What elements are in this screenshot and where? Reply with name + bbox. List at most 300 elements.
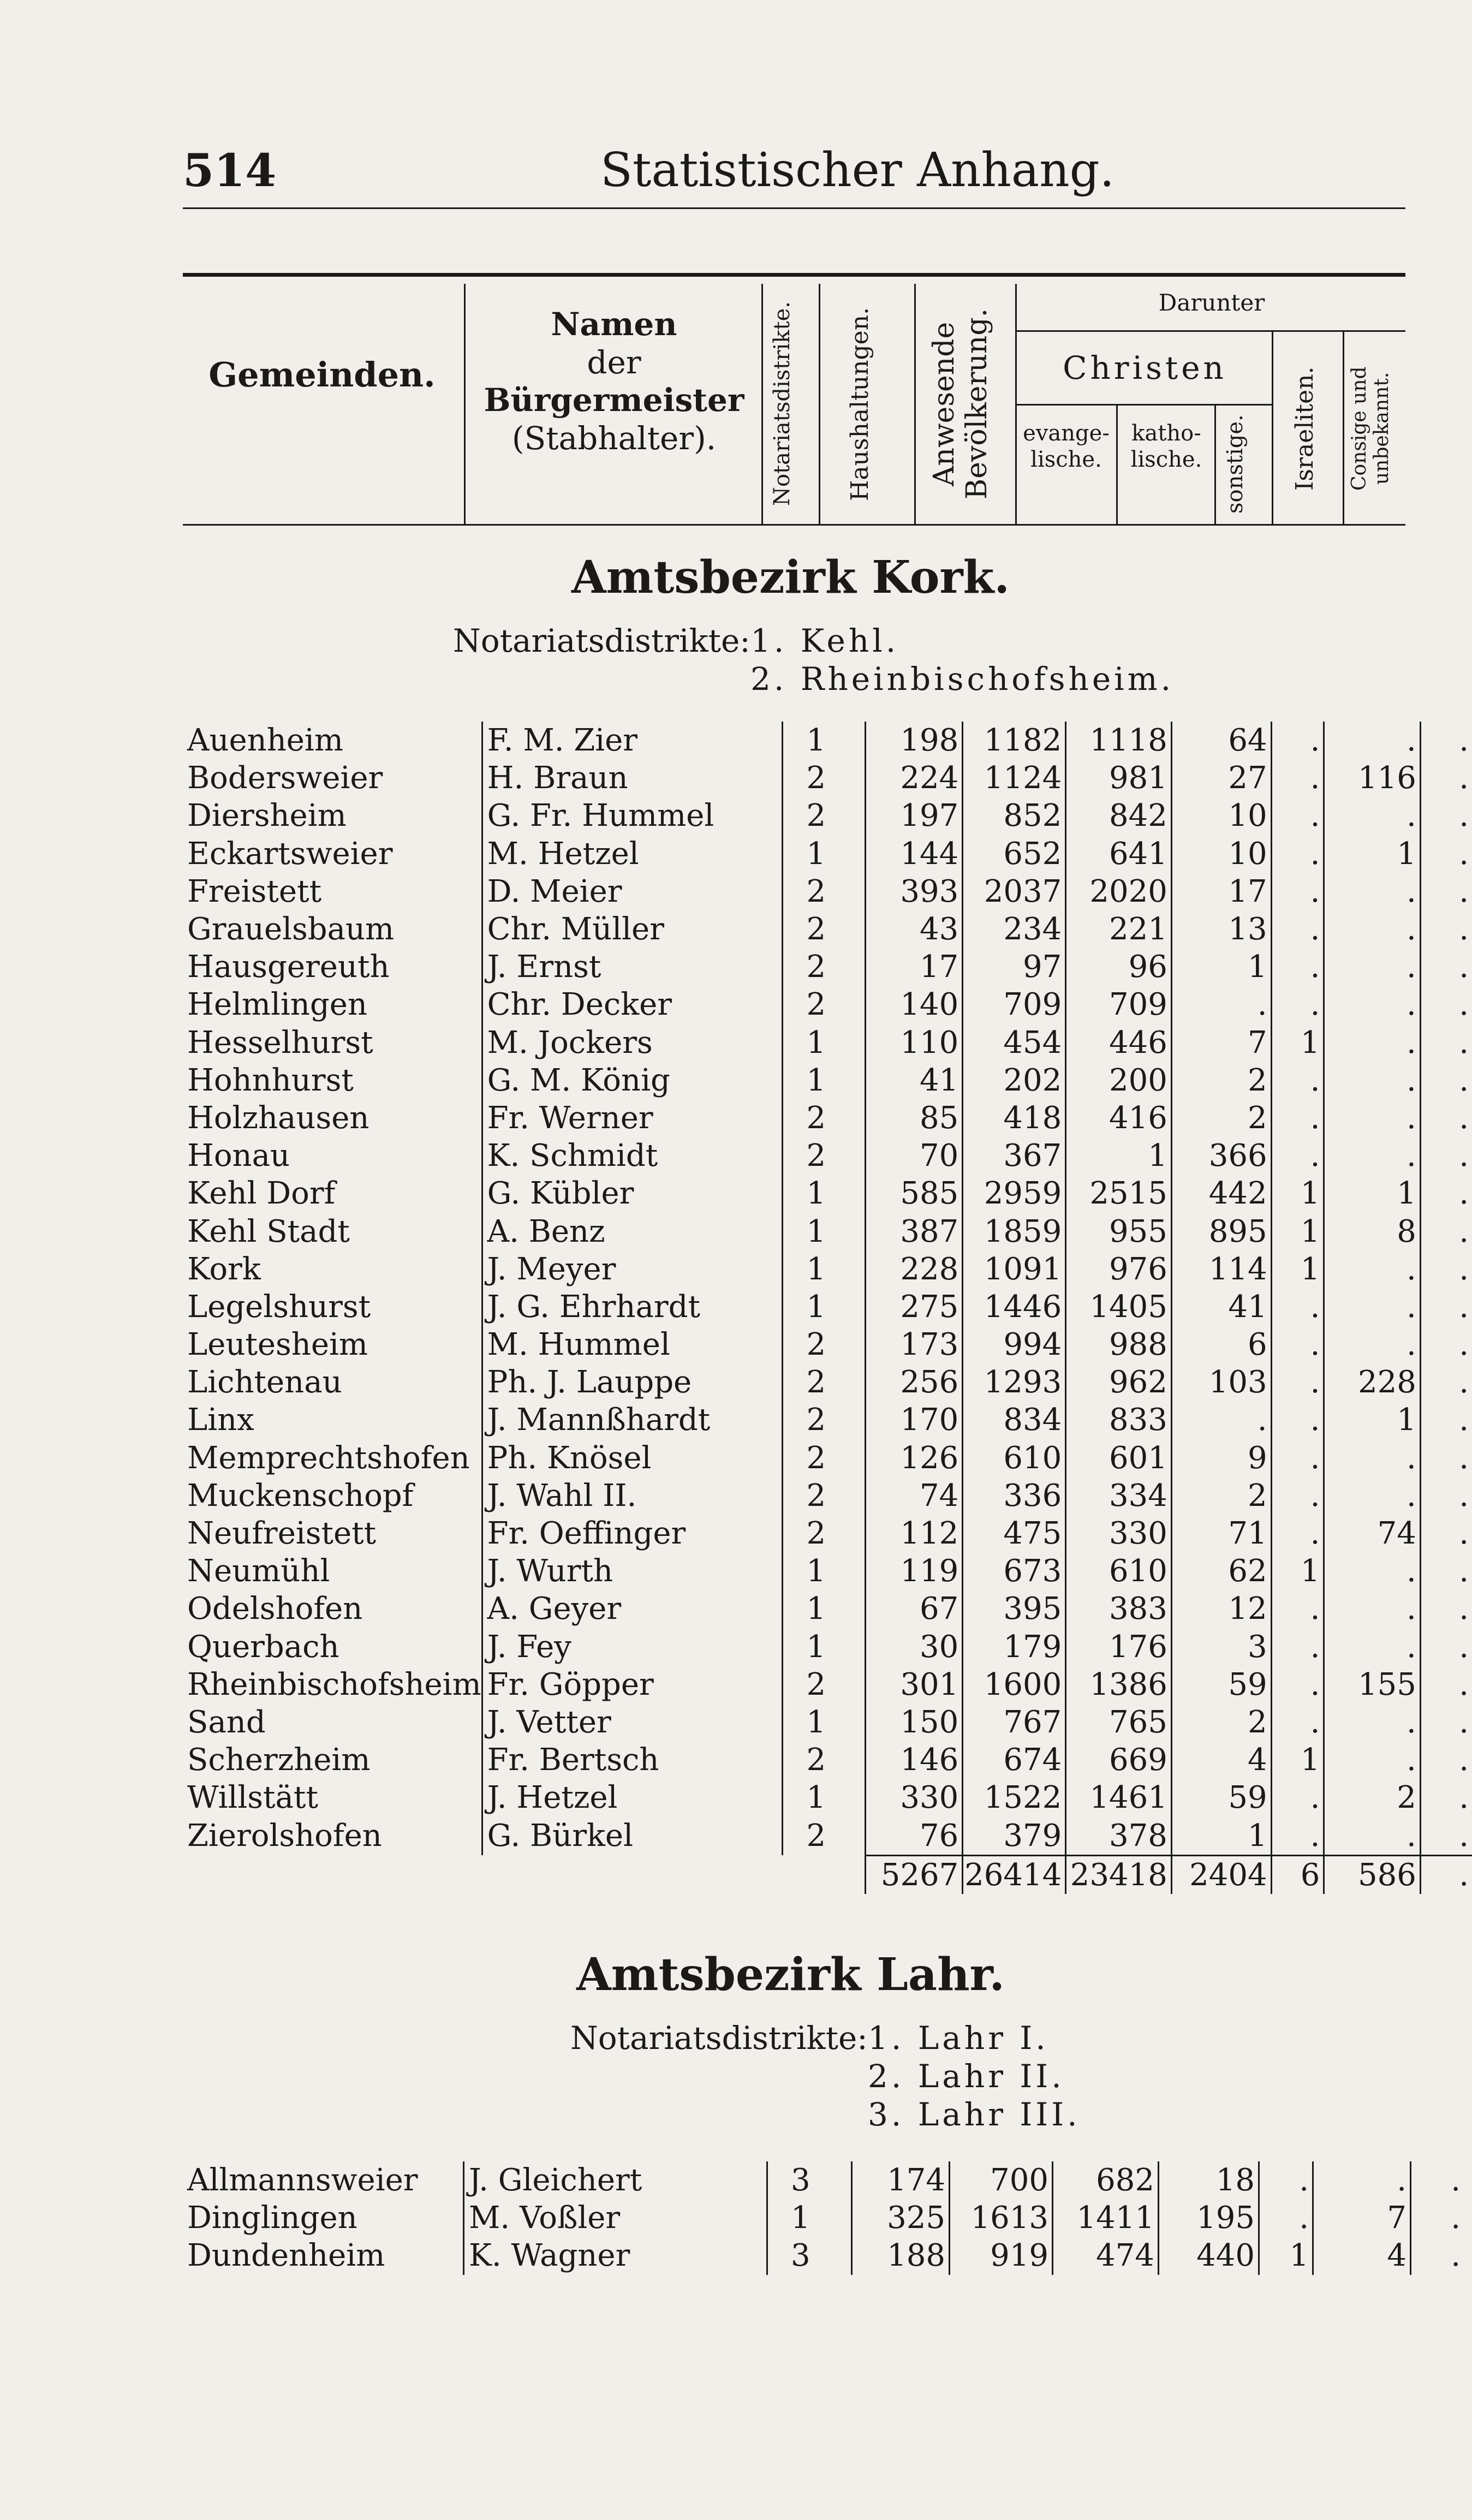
gemeinde-cell: Linx (187, 1402, 254, 1438)
buergermeister-cell: Fr. Bertsch (482, 1741, 783, 1779)
katholisch-cell: 71 (1171, 1515, 1271, 1552)
haushalt-cell: 228 (866, 1250, 963, 1288)
haushalt-cell: 301 (866, 1666, 963, 1703)
table-row (183, 1628, 1472, 1666)
col-buergermeister-line2: der (587, 343, 641, 381)
evangelisch-cell: 669 (1066, 1741, 1172, 1779)
buergermeister-cell: Chr. Müller (482, 910, 783, 948)
sonstige-cell: . (1271, 1628, 1324, 1666)
konfession-cell: . (1420, 1439, 1472, 1477)
haushalt-cell: 585 (866, 1175, 963, 1212)
haushalt-cell: 140 (866, 986, 963, 1023)
katholisch-cell: 895 (1171, 1212, 1271, 1250)
konfession-cell: . (1420, 1477, 1472, 1515)
sonstige-cell: . (1271, 1288, 1324, 1326)
israeliten-cell: . (1324, 1062, 1420, 1099)
total-katholisch-cell: 2404 (1171, 1855, 1271, 1894)
table-row (183, 1175, 1472, 1212)
notariat-cell: 3 (767, 2161, 852, 2199)
israeliten-cell: 8 (1324, 1212, 1420, 1250)
haushalt-cell: 43 (866, 910, 963, 948)
katholisch-cell: 62 (1171, 1552, 1271, 1590)
haushalt-cell: 67 (866, 1590, 963, 1628)
notariat-cell: 2 (783, 1137, 866, 1175)
section-title-lahr: Amtsbezirk Lahr. (576, 1949, 1005, 2001)
gemeinde-cell: Kehl Stadt (187, 1213, 350, 1249)
katholisch-cell: 1 (1171, 1816, 1271, 1855)
evangelisch-cell: 416 (1066, 1099, 1172, 1137)
evangelisch-cell: 955 (1066, 1212, 1172, 1250)
konfession-cell: . (1411, 2237, 1464, 2274)
israeliten-cell: . (1324, 1288, 1420, 1326)
notariat-cell: 2 (783, 1401, 866, 1439)
gemeinde-cell: Grauelsbaum (187, 912, 395, 948)
total-konfession-cell: . (1420, 1855, 1472, 1894)
notariat-cell: 1 (783, 1628, 866, 1666)
katholisch-cell: 64 (1171, 722, 1271, 759)
konfession-cell: . (1420, 1816, 1472, 1855)
notariat-cell: 2 (783, 1363, 866, 1401)
haushalt-cell: 17 (866, 948, 963, 986)
total-empty-cell (482, 1855, 783, 1894)
evangelisch-cell: 641 (1066, 835, 1172, 873)
gemeinde-cell: Sand (187, 1704, 266, 1740)
gemeinde-cell: Diersheim (187, 798, 347, 834)
katholisch-cell: 1 (1171, 948, 1271, 986)
bevoelkerung-cell: 379 (963, 1816, 1066, 1855)
notariat-cell: 2 (783, 1741, 866, 1779)
notariat-cell: 1 (783, 1250, 866, 1288)
buergermeister-cell: Chr. Decker (482, 986, 783, 1023)
konfession-cell: . (1420, 835, 1472, 873)
table-row (183, 1552, 1472, 1590)
haushalt-cell: 146 (866, 1741, 963, 1779)
israeliten-cell: 4 (1313, 2237, 1411, 2274)
katholisch-cell: 13 (1171, 910, 1271, 948)
buergermeister-cell: Ph. J. Lauppe (482, 1363, 783, 1401)
konfession-cell: . (1420, 1137, 1472, 1175)
israeliten-cell: 1 (1324, 1401, 1420, 1439)
notariat-cell: 2 (783, 1326, 866, 1363)
konfession-cell: . (1420, 1175, 1472, 1212)
gemeinde-cell: Odelshofen (187, 1591, 363, 1627)
buergermeister-cell: F. M. Zier (482, 722, 783, 759)
notariat-label-kork: Notariatsdistrikte: (453, 622, 750, 659)
table-row (183, 1401, 1472, 1439)
sonstige-cell: . (1259, 2199, 1313, 2237)
haushalt-cell: 30 (866, 1628, 963, 1666)
total-haushalt-cell: 5267 (866, 1855, 963, 1894)
katholisch-cell: 2 (1171, 1477, 1271, 1515)
evangelisch-cell: 1118 (1066, 722, 1172, 759)
gemeinde-cell: Neumühl (187, 1553, 330, 1589)
total-bevoelkerung-cell: 26414 (963, 1855, 1066, 1894)
israeliten-cell: 7 (1313, 2199, 1411, 2237)
israeliten-cell: 116 (1324, 759, 1420, 797)
buergermeister-cell: M. Hetzel (482, 835, 783, 873)
notariat-district: 2. Lahr II. (868, 2058, 1065, 2095)
katholisch-cell: . (1171, 986, 1271, 1023)
table-row (183, 1590, 1472, 1628)
bevoelkerung-cell: 1859 (963, 1212, 1066, 1250)
israeliten-cell: . (1324, 873, 1420, 910)
israeliten-cell: . (1324, 1024, 1420, 1062)
israeliten-cell: . (1324, 910, 1420, 948)
haushalt-cell: 110 (866, 1024, 963, 1062)
evangelisch-cell: 330 (1066, 1515, 1172, 1552)
notariat-cell: 2 (783, 797, 866, 835)
table-row (183, 2199, 1464, 2237)
vline (761, 284, 763, 524)
israeliten-cell: 1 (1324, 1175, 1420, 1212)
buergermeister-cell: M. Hummel (482, 1326, 783, 1363)
buergermeister-cell: J. Mannßhardt (482, 1401, 783, 1439)
konfession-cell: . (1420, 1363, 1472, 1401)
katholisch-cell: 195 (1159, 2199, 1259, 2237)
katholisch-cell: 18 (1159, 2161, 1259, 2199)
konfession-cell: . (1420, 759, 1472, 797)
gemeinde-cell: Muckenschopf (187, 1478, 414, 1514)
israeliten-cell: . (1324, 1741, 1420, 1779)
sonstige-cell: 1 (1271, 1175, 1324, 1212)
evangelisch-cell: 976 (1066, 1250, 1172, 1288)
sonstige-cell: . (1271, 1062, 1324, 1099)
table-row (183, 948, 1472, 986)
katholisch-cell: 10 (1171, 835, 1271, 873)
katholisch-cell: 10 (1171, 797, 1271, 835)
col-christen: Christen (1063, 349, 1227, 386)
vline (914, 284, 916, 524)
evangelisch-cell: 378 (1066, 1816, 1172, 1855)
israeliten-cell: 74 (1324, 1515, 1420, 1552)
buergermeister-cell: Fr. Werner (482, 1099, 783, 1137)
israeliten-cell: . (1324, 1137, 1420, 1175)
israeliten-cell: . (1324, 1590, 1420, 1628)
table-head-rule (183, 524, 1405, 526)
gemeinde-cell: Kork (187, 1251, 261, 1287)
evangelisch-cell: 1461 (1066, 1779, 1172, 1816)
col-israeliten: Israeliten. (1291, 366, 1319, 491)
katholisch-cell: 6 (1171, 1326, 1271, 1363)
table-row (183, 1099, 1472, 1137)
sonstige-cell: 1 (1271, 1024, 1324, 1062)
konfession-cell: . (1411, 2161, 1464, 2199)
bevoelkerung-cell: 1613 (950, 2199, 1053, 2237)
table-row (183, 1703, 1472, 1741)
buergermeister-cell: G. M. König (482, 1062, 783, 1099)
vline (1214, 404, 1216, 524)
bevoelkerung-cell: 994 (963, 1326, 1066, 1363)
notariat-district: 2. Rheinbischofsheim. (750, 660, 1175, 698)
evangelisch-cell: 176 (1066, 1628, 1172, 1666)
table-row (183, 2161, 1464, 2199)
haushalt-cell: 325 (852, 2199, 950, 2237)
bevoelkerung-cell: 2037 (963, 873, 1066, 910)
col-haushalt: Haushaltungen. (846, 307, 874, 501)
lahr-table (183, 2161, 1464, 2275)
table-row (183, 1137, 1472, 1175)
notariat-cell: 1 (783, 1288, 866, 1326)
gemeinde-cell: Hausgereuth (187, 949, 390, 985)
israeliten-cell: 1 (1324, 835, 1420, 873)
table-row (183, 1477, 1472, 1515)
notariat-district: 1. Kehl. (750, 622, 899, 659)
gemeinde-cell: Querbach (187, 1629, 339, 1665)
bevoelkerung-cell: 395 (963, 1590, 1066, 1628)
katholisch-cell: 366 (1171, 1137, 1271, 1175)
katholisch-cell: 59 (1171, 1666, 1271, 1703)
notariat-cell: 1 (767, 2199, 852, 2237)
gemeinde-cell: Holzhausen (187, 1100, 370, 1136)
sonstige-cell: . (1271, 986, 1324, 1023)
bevoelkerung-cell: 834 (963, 1401, 1066, 1439)
katholisch-cell: 3 (1171, 1628, 1271, 1666)
katholisch-cell: 103 (1171, 1363, 1271, 1401)
gemeinde-cell: Allmannsweier (187, 2162, 418, 2199)
israeliten-cell: . (1324, 1816, 1420, 1855)
katholisch-cell: . (1171, 1401, 1271, 1439)
sonstige-cell: 1 (1259, 2237, 1313, 2274)
gemeinde-cell: Legelshurst (187, 1289, 371, 1325)
israeliten-cell: . (1324, 1326, 1420, 1363)
col-darunter: Darunter (1158, 289, 1265, 316)
haushalt-cell: 144 (866, 835, 963, 873)
israeliten-cell: . (1324, 1439, 1420, 1477)
gemeinde-cell: Freistett (187, 873, 322, 909)
evangelisch-cell: 334 (1066, 1477, 1172, 1515)
konfession-cell: . (1411, 2199, 1464, 2237)
gemeinde-cell: Dundenheim (187, 2238, 385, 2274)
table-row (183, 1779, 1472, 1816)
total-row (183, 1855, 1472, 1894)
buergermeister-cell: G. Bürkel (482, 1816, 783, 1855)
vline (1272, 332, 1273, 524)
gemeinde-cell: Leutesheim (187, 1327, 368, 1363)
evangelisch-cell: 200 (1066, 1062, 1172, 1099)
gemeinde-cell: Honau (187, 1138, 290, 1174)
evangelisch-cell: 474 (1053, 2237, 1159, 2274)
katholisch-cell: 2 (1171, 1062, 1271, 1099)
bevoelkerung-cell: 852 (963, 797, 1066, 835)
table-row (183, 759, 1472, 797)
haushalt-cell: 393 (866, 873, 963, 910)
hline (1015, 404, 1272, 406)
evangelisch-cell: 962 (1066, 1363, 1172, 1401)
sonstige-cell: 1 (1271, 1552, 1324, 1590)
buergermeister-cell: K. Schmidt (482, 1137, 783, 1175)
table-row (183, 835, 1472, 873)
vline (819, 284, 820, 524)
vline (1343, 332, 1344, 524)
bevoelkerung-cell: 767 (963, 1703, 1066, 1741)
evangelisch-cell: 1411 (1053, 2199, 1159, 2237)
katholisch-cell: 114 (1171, 1250, 1271, 1288)
gemeinde-cell: Hohnhurst (187, 1062, 354, 1098)
table-row (183, 910, 1472, 948)
buergermeister-cell: J. Wahl II. (482, 1477, 783, 1515)
buergermeister-cell: J. Fey (482, 1628, 783, 1666)
bevoelkerung-cell: 454 (963, 1024, 1066, 1062)
gemeinde-cell: Lichtenau (187, 1365, 342, 1401)
hline (1015, 330, 1405, 332)
buergermeister-cell: J. Wurth (482, 1552, 783, 1590)
israeliten-cell: . (1324, 1099, 1420, 1137)
bevoelkerung-cell: 1091 (963, 1250, 1066, 1288)
notariat-cell: 2 (783, 1099, 866, 1137)
bevoelkerung-cell: 700 (950, 2161, 1053, 2199)
notariat-cell: 1 (783, 722, 866, 759)
katholisch-cell: 59 (1171, 1779, 1271, 1816)
haushalt-cell: 76 (866, 1816, 963, 1855)
israeliten-cell: . (1313, 2161, 1411, 2199)
sonstige-cell: . (1271, 722, 1324, 759)
evangelisch-cell: 988 (1066, 1326, 1172, 1363)
buergermeister-cell: H. Braun (482, 759, 783, 797)
konfession-cell: . (1420, 1515, 1472, 1552)
bevoelkerung-cell: 1446 (963, 1288, 1066, 1326)
katholisch-cell: 9 (1171, 1439, 1271, 1477)
sonstige-cell: . (1271, 1326, 1324, 1363)
israeliten-cell: 228 (1324, 1363, 1420, 1401)
col-konfession-unbekannt: Consige und unbekannt. (1348, 366, 1393, 491)
sonstige-cell: . (1271, 1590, 1324, 1628)
israeliten-cell: . (1324, 1552, 1420, 1590)
notariat-cell: 1 (783, 1175, 866, 1212)
table-top-rule (183, 273, 1405, 277)
evangelisch-cell: 1405 (1066, 1288, 1172, 1326)
evangelisch-cell: 96 (1066, 948, 1172, 986)
table-row (183, 797, 1472, 835)
evangelisch-cell: 709 (1066, 986, 1172, 1023)
haushalt-cell: 170 (866, 1401, 963, 1439)
col-katholisch: katho-lische. (1130, 421, 1202, 472)
gemeinde-cell: Rheinbischofsheim (187, 1666, 481, 1702)
evangelisch-cell: 765 (1066, 1703, 1172, 1741)
bevoelkerung-cell: 475 (963, 1515, 1066, 1552)
konfession-cell: . (1420, 1288, 1472, 1326)
table-row (183, 1816, 1472, 1855)
buergermeister-cell: J. Vetter (482, 1703, 783, 1741)
konfession-cell: . (1420, 1024, 1472, 1062)
sonstige-cell: . (1271, 835, 1324, 873)
evangelisch-cell: 2020 (1066, 873, 1172, 910)
sonstige-cell: . (1271, 1401, 1324, 1439)
notariat-cell: 2 (783, 1816, 866, 1855)
katholisch-cell: 12 (1171, 1590, 1271, 1628)
gemeinde-cell: Eckartsweier (187, 836, 393, 872)
konfession-cell: . (1420, 948, 1472, 986)
col-gemeinden: Gemeinden. (208, 355, 436, 395)
buergermeister-cell: D. Meier (482, 873, 783, 910)
gemeinde-cell: Zierolshofen (187, 1818, 382, 1854)
buergermeister-cell: G. Fr. Hummel (482, 797, 783, 835)
bevoelkerung-cell: 919 (950, 2237, 1053, 2274)
konfession-cell: . (1420, 910, 1472, 948)
page-title: Statistischer Anhang. (600, 143, 1115, 198)
col-bevoelkerung: Anwesende Bevölkerung. (928, 308, 993, 500)
notariat-cell: 2 (783, 1515, 866, 1552)
sonstige-cell: . (1271, 910, 1324, 948)
sonstige-cell: . (1271, 1816, 1324, 1855)
buergermeister-cell: A. Benz (482, 1212, 783, 1250)
konfession-cell: . (1420, 1741, 1472, 1779)
notariat-cell: 1 (783, 1590, 866, 1628)
haushalt-cell: 275 (866, 1288, 963, 1326)
sonstige-cell: . (1271, 873, 1324, 910)
bevoelkerung-cell: 1182 (963, 722, 1066, 759)
haushalt-cell: 224 (866, 759, 963, 797)
table-row (183, 1515, 1472, 1552)
table-row (183, 1212, 1472, 1250)
col-notariat: Notariatsdistrikte. (770, 301, 795, 507)
katholisch-cell: 442 (1171, 1175, 1271, 1212)
evangelisch-cell: 383 (1066, 1590, 1172, 1628)
israeliten-cell: . (1324, 1628, 1420, 1666)
sonstige-cell: . (1271, 1703, 1324, 1741)
katholisch-cell: 41 (1171, 1288, 1271, 1326)
bevoelkerung-cell: 418 (963, 1099, 1066, 1137)
buergermeister-cell: M. Voßler (464, 2199, 767, 2237)
notariat-cell: 3 (767, 2237, 852, 2274)
gemeinde-cell: Memprechtshofen (187, 1440, 470, 1476)
haushalt-cell: 174 (852, 2161, 950, 2199)
bevoelkerung-cell: 367 (963, 1137, 1066, 1175)
konfession-cell: . (1420, 1552, 1472, 1590)
bevoelkerung-cell: 610 (963, 1439, 1066, 1477)
buergermeister-cell: J. G. Ehrhardt (482, 1288, 783, 1326)
katholisch-cell: 2 (1171, 1703, 1271, 1741)
table-row (183, 986, 1472, 1023)
table-row (183, 1062, 1472, 1099)
table-row (183, 1024, 1472, 1062)
sonstige-cell: . (1271, 1515, 1324, 1552)
table-row (183, 1288, 1472, 1326)
konfession-cell: . (1420, 873, 1472, 910)
table-row (183, 1250, 1472, 1288)
katholisch-cell: 440 (1159, 2237, 1259, 2274)
col-evangelisch: evange-lische. (1023, 421, 1110, 472)
sonstige-cell: . (1259, 2161, 1313, 2199)
total-israeliten-cell: 586 (1324, 1855, 1420, 1894)
haushalt-cell: 119 (866, 1552, 963, 1590)
sonstige-cell: . (1271, 1779, 1324, 1816)
gemeinde-cell: Dinglingen (187, 2200, 357, 2236)
katholisch-cell: 17 (1171, 873, 1271, 910)
col-buergermeister-line3: Bürgermeister (484, 382, 744, 419)
bevoelkerung-cell: 336 (963, 1477, 1066, 1515)
sonstige-cell: . (1271, 797, 1324, 835)
israeliten-cell: . (1324, 1477, 1420, 1515)
table-row (183, 1326, 1472, 1363)
israeliten-cell: 155 (1324, 1666, 1420, 1703)
konfession-cell: . (1420, 1099, 1472, 1137)
haushalt-cell: 198 (866, 722, 963, 759)
col-buergermeister-line4: (Stabhalter). (511, 419, 717, 457)
buergermeister-cell: Fr. Oeffinger (482, 1515, 783, 1552)
table-row (183, 722, 1472, 759)
haushalt-cell: 330 (866, 1779, 963, 1816)
notariat-cell: 2 (783, 759, 866, 797)
notariat-cell: 2 (783, 948, 866, 986)
evangelisch-cell: 842 (1066, 797, 1172, 835)
konfession-cell: . (1420, 1250, 1472, 1288)
buergermeister-cell: M. Jockers (482, 1024, 783, 1062)
notariat-cell: 1 (783, 1212, 866, 1250)
gemeinde-cell: Bodersweier (187, 760, 383, 796)
buergermeister-cell: Ph. Knösel (482, 1439, 783, 1477)
buergermeister-cell: J. Ernst (482, 948, 783, 986)
bevoelkerung-cell: 1600 (963, 1666, 1066, 1703)
